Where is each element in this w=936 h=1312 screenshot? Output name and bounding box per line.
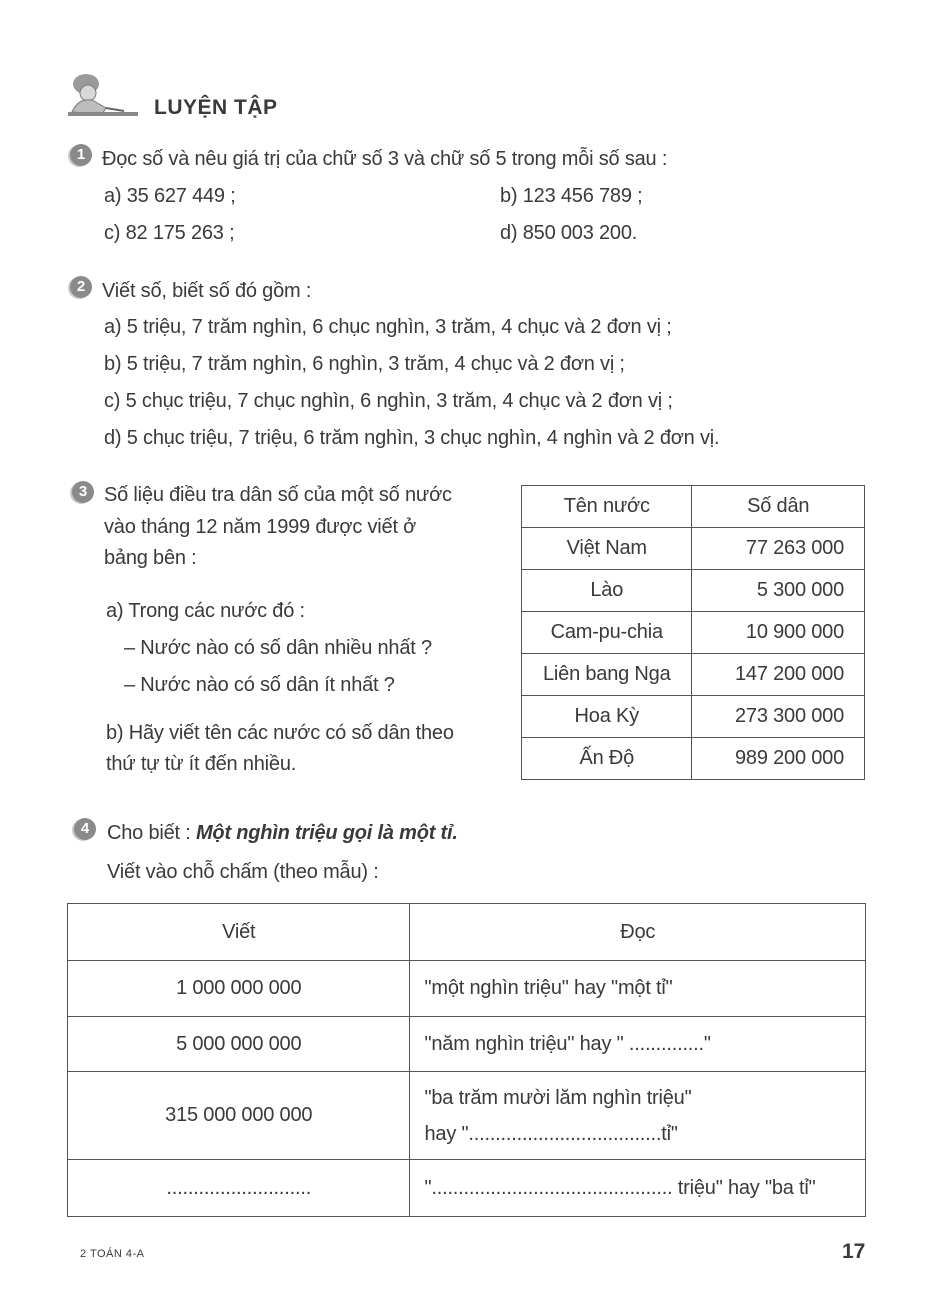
exercise-1-badge: 1	[70, 144, 92, 166]
population-cell: 147 200 000	[692, 654, 865, 696]
population-cell: 10 900 000	[692, 612, 865, 654]
exercise-1-item-a: a) 35 627 449 ;	[104, 185, 236, 207]
exercise-4-given	[107, 821, 458, 845]
billion-table-header	[68, 904, 866, 961]
table-row	[522, 612, 865, 654]
table-row	[522, 654, 865, 696]
exercise-3-badge: 3	[72, 481, 94, 503]
exercise-3-question-most: – Nước nào có số dân nhiều nhất ?	[124, 637, 432, 659]
table-row	[522, 696, 865, 738]
exercise-3-intro-line-2: vào tháng 12 năm 1999 được viết ở	[104, 516, 417, 538]
table-row	[522, 570, 865, 612]
page-number: 17	[842, 1240, 866, 1263]
read-line-1: "ba trăm mười lăm nghìn triệu"	[424, 1086, 692, 1109]
table-row	[68, 1017, 866, 1072]
write-cell: ...........................	[68, 1160, 410, 1217]
read-cell: "năm nghìn triệu" hay " .............."	[410, 1017, 866, 1072]
exercise-2-item-d: d) 5 chục triệu, 7 triệu, 6 trăm nghìn, 3 chục nghìn, 4 nghìn và 2 đơn vị.	[104, 427, 720, 449]
table-row	[522, 528, 865, 570]
table-row	[68, 1160, 866, 1217]
write-cell: 315 000 000 000	[68, 1072, 410, 1160]
exercise-1-item-c: c) 82 175 263 ;	[104, 222, 235, 244]
country-cell: Cam-pu-chia	[522, 612, 692, 654]
exercise-2-item-c: c) 5 chục triệu, 7 chục nghìn, 6 nghìn, 3 trăm, 4 chục và 2 đơn vị ;	[104, 390, 673, 412]
read-cell: "............................................. triệu" hay "ba tỉ"	[410, 1160, 866, 1217]
exercise-4-given-definition: Một nghìn triệu gọi là một tỉ.	[195, 822, 458, 844]
exercise-1-prompt: Đọc số và nêu giá trị của chữ số 3 và chữ số 5 trong mỗi số sau :	[102, 148, 668, 170]
table-row	[68, 1072, 866, 1160]
exercise-4-instruction: Viết vào chỗ chấm (theo mẫu) :	[107, 861, 379, 883]
billion-table	[67, 903, 866, 1217]
header-icon	[62, 68, 144, 120]
exercise-3-intro-line-1: Số liệu điều tra dân số của một số nước	[104, 484, 452, 506]
write-cell: 5 000 000 000	[68, 1017, 410, 1072]
header-read: Đọc	[410, 904, 866, 961]
exercise-2-badge: 2	[70, 276, 92, 298]
student-writing-icon	[62, 68, 144, 120]
country-cell: Liên bang Nga	[522, 654, 692, 696]
country-cell: Ấn Độ	[522, 738, 692, 780]
exercise-2-item-b: b) 5 triệu, 7 trăm nghìn, 6 nghìn, 3 trăm, 4 chục và 2 đơn vị ;	[104, 353, 625, 375]
exercise-4-given-prefix: Cho biết :	[107, 822, 196, 844]
country-cell: Việt Nam	[522, 528, 692, 570]
exercise-3-part-b-line-1: b) Hãy viết tên các nước có số dân theo	[106, 722, 454, 744]
read-line-2: hay "....................................tỉ"	[424, 1122, 678, 1145]
population-cell: 989 200 000	[692, 738, 865, 780]
population-table-header	[522, 486, 865, 528]
exercise-1-item-b: b) 123 456 789 ;	[500, 185, 643, 207]
table-row	[68, 961, 866, 1017]
footer-book-label: 2 TOÁN 4-A	[80, 1248, 145, 1260]
header-population: Số dân	[692, 486, 865, 528]
population-cell: 273 300 000	[692, 696, 865, 738]
population-cell: 77 263 000	[692, 528, 865, 570]
read-cell: "một nghìn triệu" hay "một tỉ"	[410, 961, 866, 1017]
country-cell: Hoa Kỳ	[522, 696, 692, 738]
exercise-2-prompt: Viết số, biết số đó gồm :	[102, 280, 312, 302]
exercise-3-part-a: a) Trong các nước đó :	[106, 600, 305, 622]
population-table	[521, 485, 865, 780]
table-row	[522, 738, 865, 780]
exercise-4-badge: 4	[74, 818, 96, 840]
read-cell	[410, 1072, 866, 1160]
country-cell: Lào	[522, 570, 692, 612]
write-cell: 1 000 000 000	[68, 961, 410, 1017]
exercise-3-question-least: – Nước nào có số dân ít nhất ?	[124, 674, 395, 696]
exercise-3-intro-line-3: bảng bên :	[104, 547, 197, 569]
header-country: Tên nước	[522, 486, 692, 528]
header-write: Viết	[68, 904, 410, 961]
page-title: LUYỆN TẬP	[154, 96, 278, 119]
exercise-1-item-d: d) 850 003 200.	[500, 222, 638, 244]
population-cell: 5 300 000	[692, 570, 865, 612]
exercise-3-part-b-line-2: thứ tự từ ít đến nhiều.	[106, 753, 297, 775]
exercise-2-item-a: a) 5 triệu, 7 trăm nghìn, 6 chục nghìn, 3 trăm, 4 chục và 2 đơn vị ;	[104, 316, 672, 338]
